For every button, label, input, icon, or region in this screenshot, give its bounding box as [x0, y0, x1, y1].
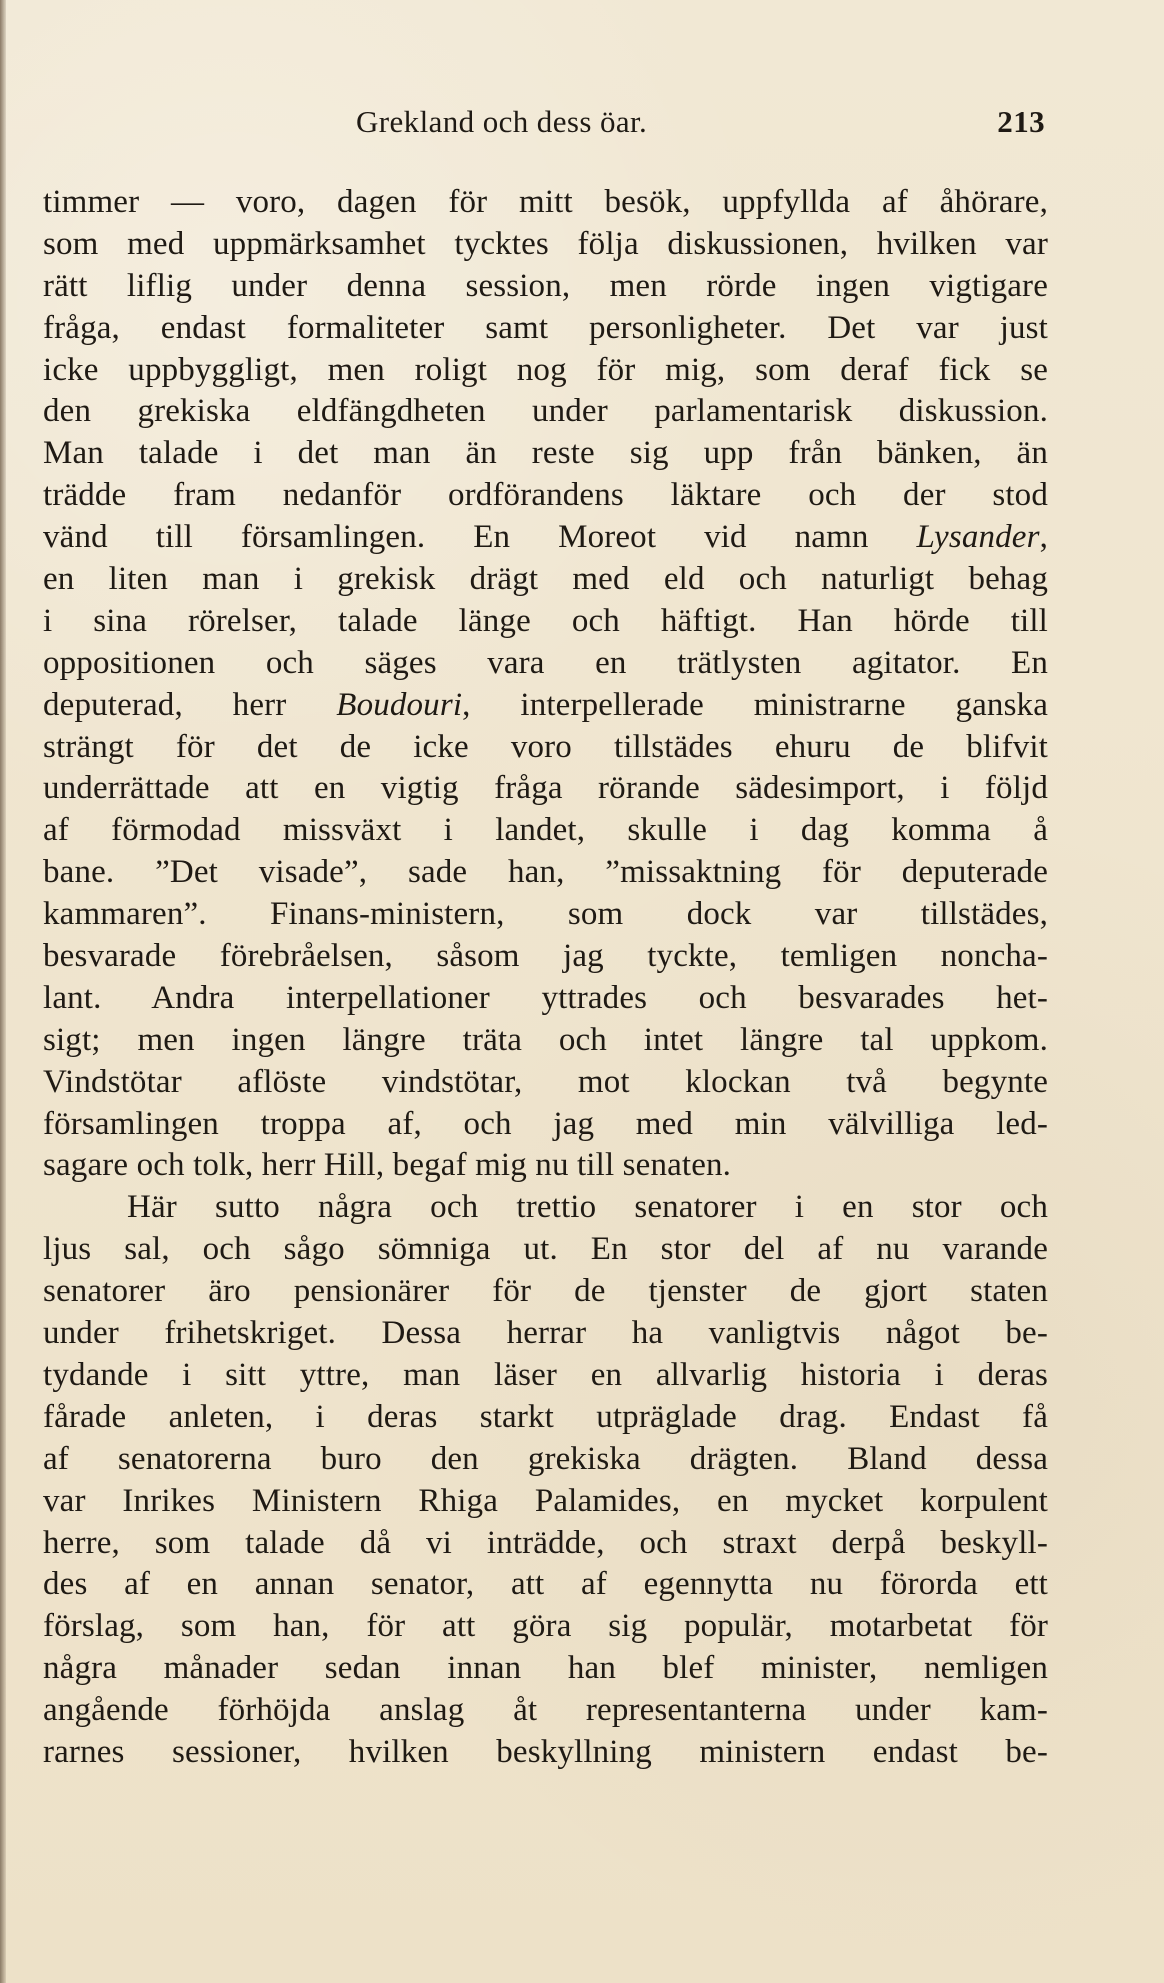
- line-suffix: ,: [1039, 519, 1048, 556]
- paragraph-end-line: sagare och tolk, herr Hill, begaf mig nu till senaten.: [43, 1147, 732, 1184]
- italic-name-lysander: Lysander: [916, 519, 1040, 556]
- text-line: fårade anleten, i deras starkt utpräglade drag. Endast få: [43, 1398, 1048, 1435]
- text-line: lant. Andra interpellationer yttrades och besvarades het-: [43, 979, 1048, 1016]
- page-header: [356, 100, 1081, 144]
- text-line: fråga, endast formaliteter samt personligheter. Det var just: [43, 309, 1048, 346]
- text-line: kammaren”. Finans-ministern, som dock var tillstädes,: [43, 896, 1048, 933]
- text-line: trädde fram nedanför ordförandens läktare och der stod: [43, 477, 1048, 514]
- text-line: tydande i sitt yttre, man läser en allvarlig historia i deras: [43, 1356, 1048, 1393]
- line-prefix: deputerad, herr: [43, 686, 287, 723]
- text-line: var Inrikes Ministern Rhiga Palamides, en mycket korpulent: [43, 1482, 1048, 1519]
- text-line: bane. ”Det visade”, sade han, ”missaktning för deputerade: [43, 854, 1048, 891]
- text-line: strängt för det de icke voro tillstädes ehuru de blifvit: [43, 728, 1048, 765]
- page-edge-shadow: [0, 0, 6, 1983]
- text-line: Vindstötar aflöste vindstötar, mot klockan två begynte: [43, 1063, 1048, 1100]
- text-line: Man talade i det man än reste sig upp från bänken, än: [43, 435, 1048, 472]
- line-prefix: vänd till församlingen. En Moreot vid namn: [43, 519, 869, 556]
- text-line: rarnes sessioner, hvilken beskyllning ministern endast be-: [43, 1733, 1048, 1770]
- text-line-with-italic-name: [43, 685, 1048, 727]
- text-line: icke uppbyggligt, men roligt nog för mig, som deraf fick se: [43, 351, 1048, 388]
- text-line: af förmodad missväxt i landet, skulle i dag komma å: [43, 812, 1048, 849]
- text-line: underrättade att en vigtig fråga rörande sädesimport, i följd: [43, 770, 1048, 807]
- text-line: några månader sedan innan han blef minister, nemligen: [43, 1650, 1048, 1687]
- text-line: ljus sal, och sågo sömniga ut. En stor del af nu varande: [43, 1231, 1048, 1268]
- text-line: af senatorerna buro den grekiska drägten. Bland dessa: [43, 1440, 1048, 1477]
- text-line: rätt liflig under denna session, men rörde ingen vigtigare: [43, 267, 1048, 304]
- body-text: [43, 182, 1048, 1774]
- text-line: en liten man i grekisk drägt med eld och naturligt behag: [43, 561, 1048, 598]
- italic-name-boudouri: Boudouri: [336, 686, 463, 723]
- text-line: besvarade förebråelsen, såsom jag tyckte, temligen noncha-: [43, 938, 1048, 975]
- text-line: under frihetskriget. Dessa herrar ha vanligtvis något be-: [43, 1315, 1048, 1352]
- line-suffix: , interpellerade ministrarne ganska: [462, 686, 1048, 723]
- text-line: angående förhöjda anslag åt representanterna under kam-: [43, 1692, 1048, 1729]
- text-line: i sina rörelser, talade länge och häftigt. Han hörde till: [43, 602, 1048, 639]
- text-line: timmer — voro, dagen för mitt besök, uppfyllda af åhörare,: [43, 184, 1048, 220]
- text-line: oppositionen och säges vara en trätlysten agitator. En: [43, 644, 1048, 681]
- text-line: som med uppmärksamhet tycktes följa diskussionen, hvilken var: [43, 225, 1048, 262]
- text-line: herre, som talade då vi inträdde, och straxt derpå beskyll-: [43, 1524, 1048, 1561]
- text-line: församlingen troppa af, och jag med min välvilliga led-: [43, 1105, 1048, 1142]
- text-line: förslag, som han, för att göra sig populär, motarbetat för: [43, 1608, 1048, 1645]
- text-line-with-italic-name: [43, 517, 1048, 559]
- paragraph-first-line: Här sutto några och trettio senatorer i en stor och: [127, 1189, 1048, 1226]
- running-head: Grekland och dess öar.: [356, 104, 648, 139]
- text-line: senatorer äro pensionärer för de tjenster de gjort staten: [43, 1273, 1048, 1310]
- text-line: den grekiska eldfängdheten under parlamentarisk diskussion.: [43, 393, 1048, 430]
- text-line: sigt; men ingen längre träta och intet längre tal uppkom.: [43, 1021, 1048, 1058]
- page-number: 213: [997, 104, 1045, 139]
- text-line: des af en annan senator, att af egennytta nu förorda ett: [43, 1566, 1048, 1603]
